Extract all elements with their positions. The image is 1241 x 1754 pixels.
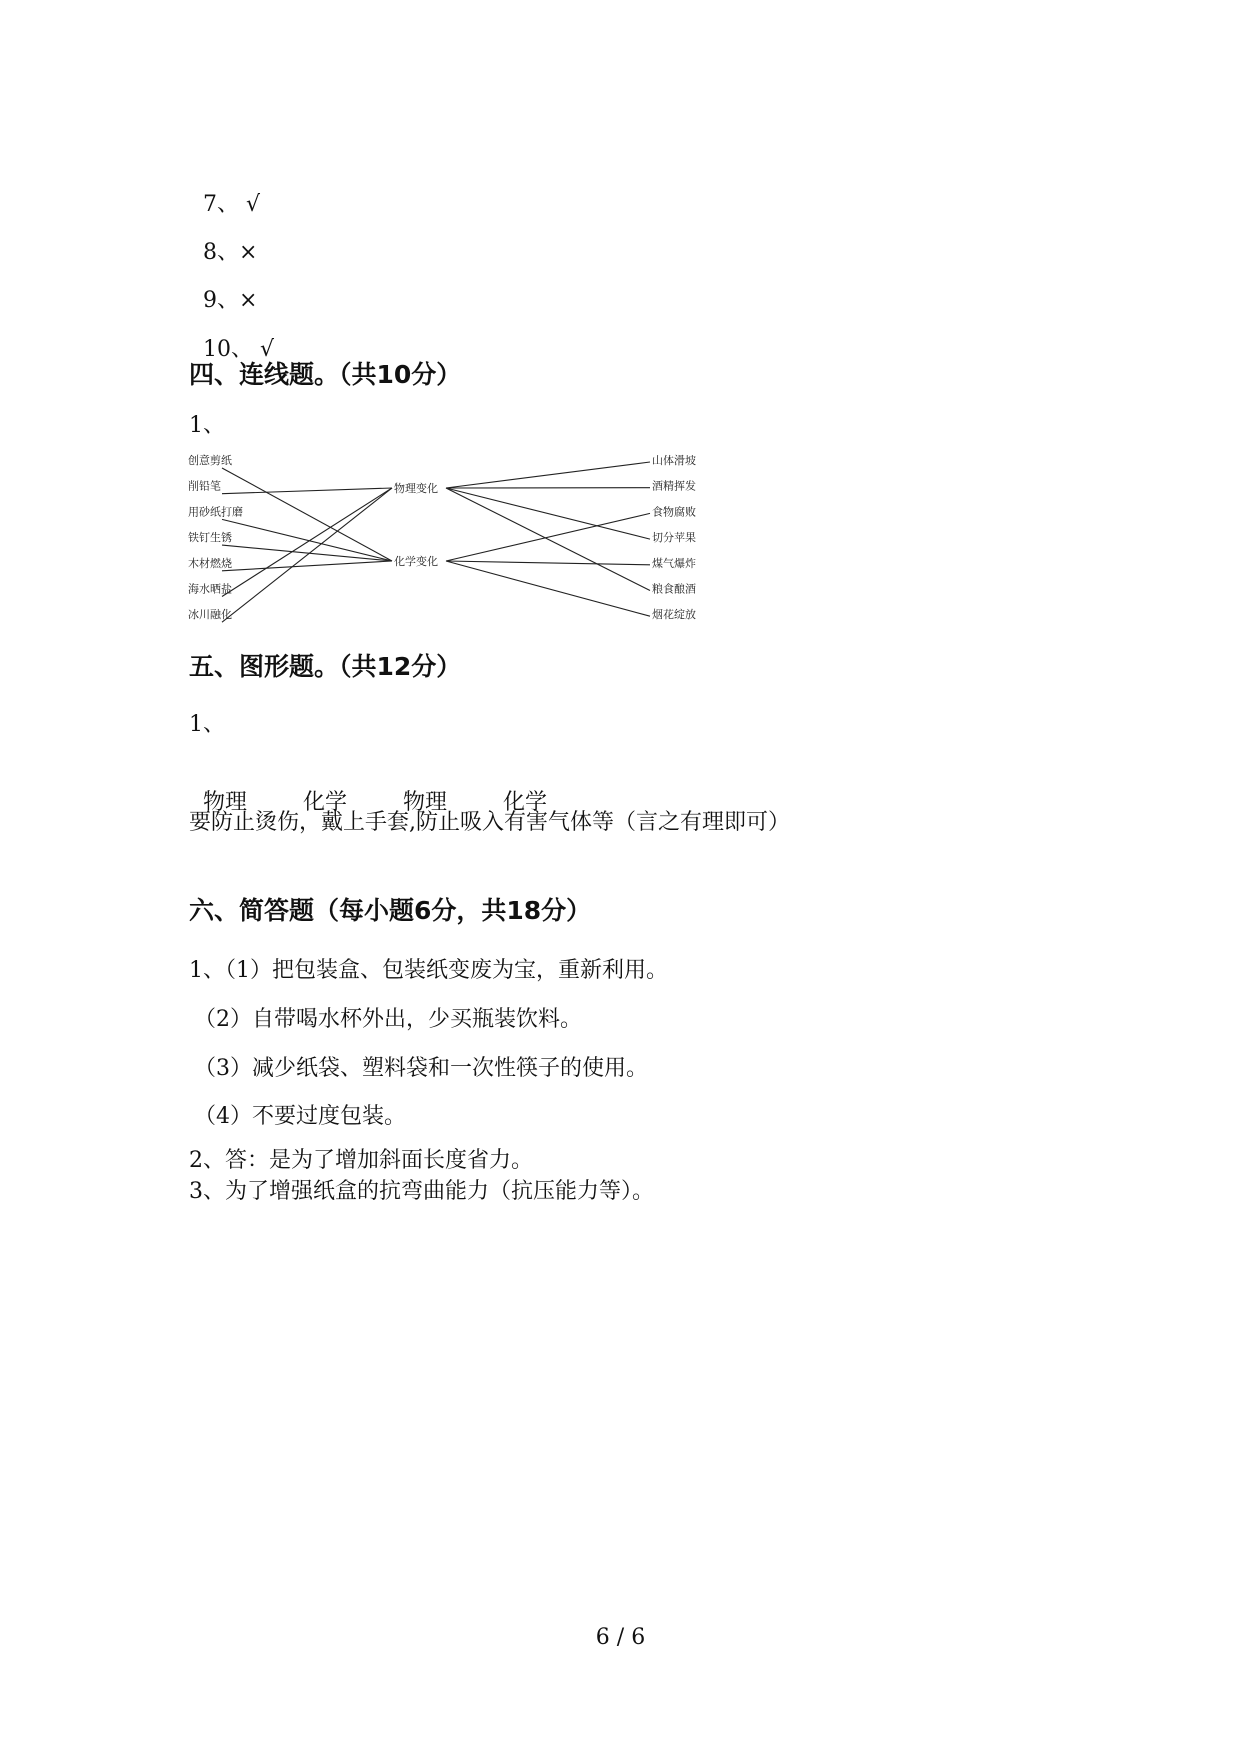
- section6-line-6: 3、为了增强纸盒的抗弯曲能力（抗压能力等）。: [189, 1179, 654, 1204]
- word-chemistry: 化学: [503, 790, 548, 815]
- answer-number: 8、: [203, 240, 239, 265]
- right-item-label: 煤气爆炸: [652, 556, 696, 570]
- left-item-label: 冰川融化: [188, 608, 232, 622]
- link-line: [446, 462, 650, 488]
- answer-mark: √: [260, 337, 275, 362]
- link-line: [446, 488, 650, 539]
- answer-number: 10、: [203, 337, 253, 362]
- word-physics: 物理: [403, 790, 448, 815]
- section6-line-3: （3）减少纸袋、塑料袋和一次性筷子的使用。: [194, 1056, 648, 1081]
- center-label: 化学变化: [394, 555, 438, 568]
- answer-mark: ×: [239, 288, 258, 313]
- right-item-label: 粮食酿酒: [652, 582, 696, 596]
- link-line: [446, 513, 650, 561]
- right-item-label: 山体滑坡: [652, 454, 696, 467]
- right-item-label: 烟花绽放: [652, 608, 696, 622]
- section5-title: 五、图形题。（共12分）: [189, 652, 462, 681]
- section6-line-4: （4）不要过度包装。: [194, 1104, 406, 1129]
- section4-q1: 1、: [189, 413, 225, 438]
- word-physics: 物理: [203, 790, 248, 815]
- link-line: [222, 561, 392, 571]
- link-line: [446, 488, 650, 591]
- left-item-label: 铁钉生锈: [188, 531, 232, 545]
- word-chemistry: 化学: [303, 790, 348, 815]
- right-item-label: 酒精挥发: [652, 479, 696, 493]
- center-label: 物理变化: [394, 482, 438, 495]
- page-number: 6 / 6: [595, 1625, 646, 1650]
- section5-q1: 1、: [189, 712, 225, 737]
- left-item-label: 海水晒盐: [188, 582, 232, 596]
- section6-title: 六、简答题（每小题6分，共18分）: [189, 896, 592, 925]
- link-line: [446, 561, 650, 565]
- link-line: [222, 488, 392, 494]
- answer-10: [189, 305, 274, 365]
- answer-number: 9、: [203, 288, 239, 313]
- section6-line-1: 1、（1）把包装盒、包装纸变废为宝，重新利用。: [189, 958, 668, 983]
- answer-mark: √: [246, 192, 261, 217]
- left-item-label: 创意剪纸: [188, 454, 232, 467]
- right-item-label: 食物腐败: [652, 505, 696, 519]
- section6-line-2: （2）自带喝水杯外出，少买瓶装饮料。: [194, 1007, 582, 1032]
- right-item-label: 切分苹果: [652, 531, 696, 545]
- answer-number: 7、: [203, 192, 239, 217]
- section6-line-5: 2、答：是为了增加斜面长度省力。: [189, 1148, 533, 1173]
- link-line: [222, 488, 392, 597]
- section5-note: 要防止烫伤，戴上手套,防止吸入有害气体等（言之有理即可）: [189, 810, 790, 835]
- section4-title: 四、连线题。（共10分）: [189, 360, 462, 389]
- matching-diagram: [186, 452, 696, 632]
- left-item-label: 削铅笔: [188, 479, 221, 493]
- left-item-label: 用砂纸打磨: [188, 505, 243, 519]
- link-line: [446, 561, 650, 616]
- answer-mark: ×: [239, 240, 258, 265]
- left-item-label: 木材燃烧: [188, 556, 232, 570]
